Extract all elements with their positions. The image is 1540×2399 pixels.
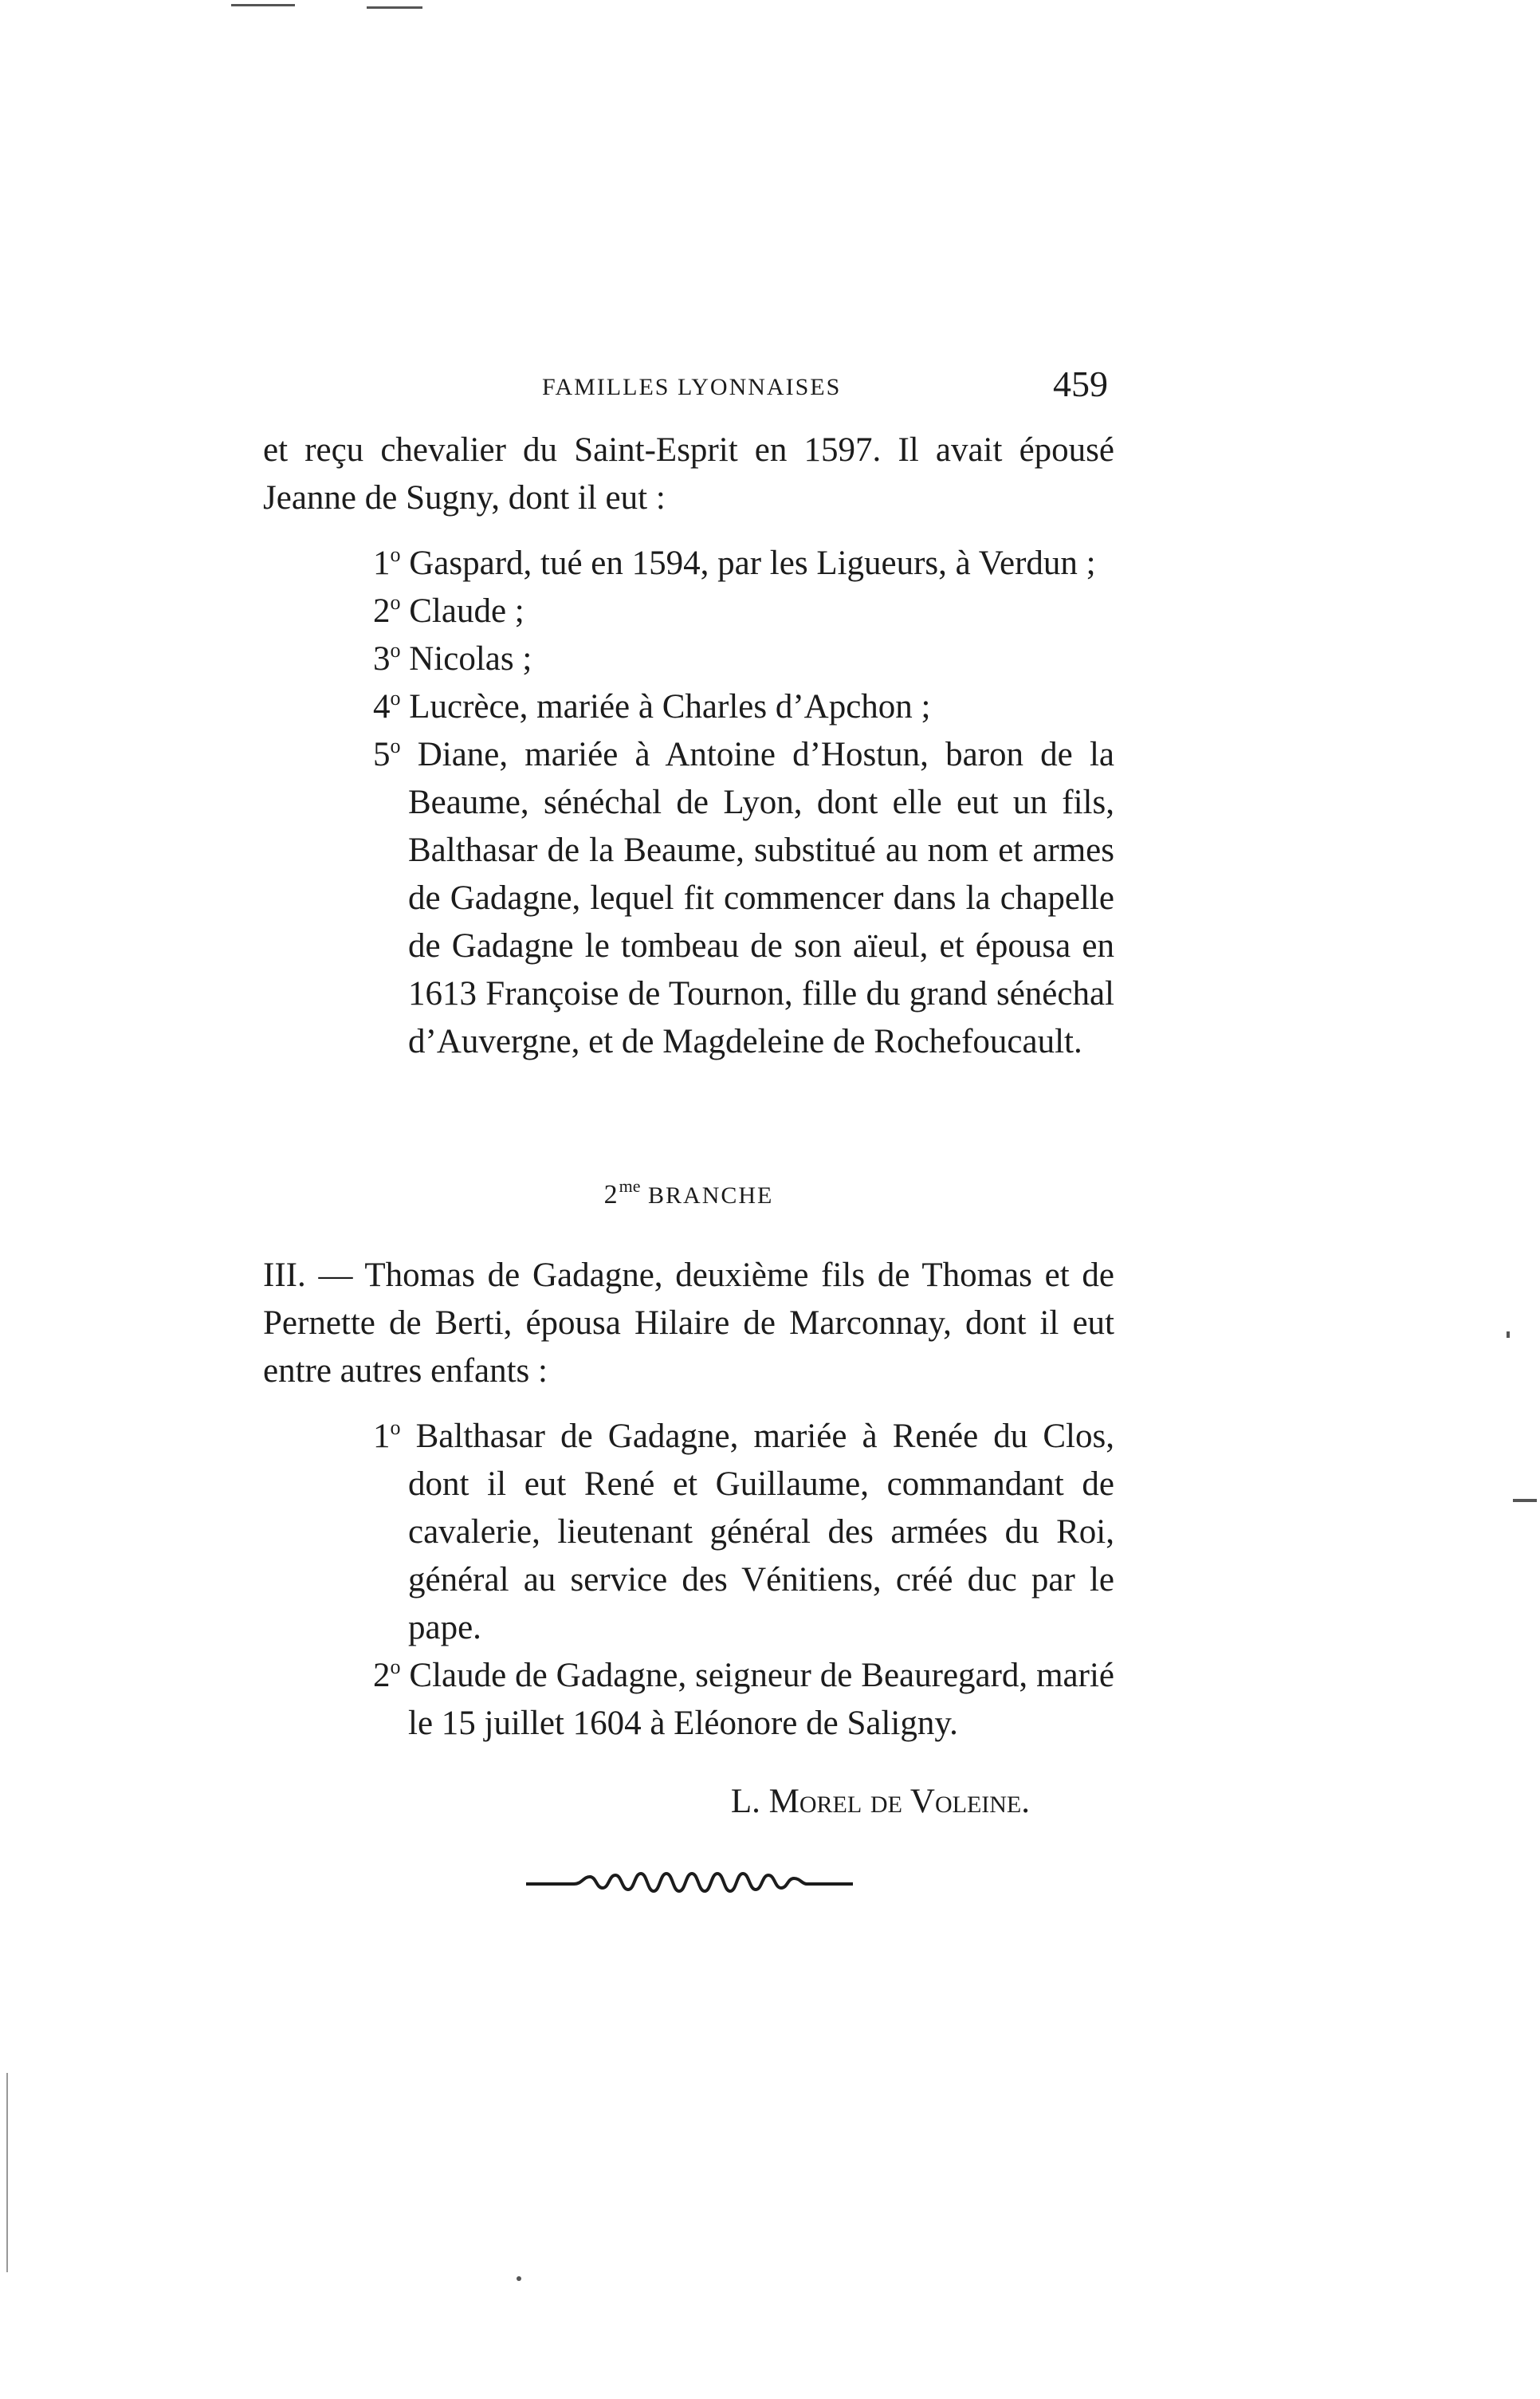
first-item <box>373 588 1114 635</box>
item-number: 3 <box>373 640 391 678</box>
scan-mark <box>367 6 422 9</box>
item-text: Balthasar de Gadagne, mariée à Renée du Clos, dont il eut René et Guillaume, commandant de cavalerie, lieutenant général des armées du Roi, général au service des Vénitiens, créé duc par le pape. <box>400 1418 1114 1646</box>
degree-mark: o <box>390 1655 401 1678</box>
page-header <box>263 363 1108 411</box>
item-number: 2 <box>373 592 391 630</box>
first-item <box>373 540 1114 588</box>
item-number: 4 <box>373 688 391 726</box>
scan-mark <box>1513 1499 1537 1502</box>
intro-paragraph: et reçu chevalier du Saint-Esprit en 1597. Il avait épousé Jeanne de Sugny, dont il eut : <box>263 431 1114 517</box>
degree-mark: o <box>390 686 401 710</box>
second-item <box>373 1413 1114 1652</box>
second-item <box>373 1652 1114 1748</box>
section-heading-label: BRANCHE <box>640 1182 774 1209</box>
scan-mark <box>231 4 295 6</box>
degree-mark: o <box>390 639 401 662</box>
item-number: 1 <box>373 545 391 582</box>
second-children-list <box>263 1413 1114 1748</box>
children-list <box>263 540 1114 1066</box>
item-number: 2 <box>373 1657 391 1694</box>
degree-mark: o <box>390 543 401 566</box>
item-text: Lucrèce, mariée à Charles d’Apchon ; <box>400 688 931 726</box>
scan-mark <box>1507 1331 1510 1338</box>
item-text: Nicolas ; <box>400 640 532 678</box>
signature-initial: L. <box>730 1783 760 1820</box>
section-heading-superscript: me <box>619 1176 641 1196</box>
scan-mark <box>6 2073 8 2272</box>
item-text: Claude ; <box>400 592 524 630</box>
item-text: Diane, mariée à Antoine d’Hostun, baron de la Beaume, sénéchal de Lyon, dont elle eut un fils, Balthasar de la Beaume, substitué au nom et armes de Gadagne, lequel fit commencer dans la chapelle de Gadagne le tombeau de son aïeul, et épousa en 1613 Françoise de Tournon, fille du grand sénéchal d’Auvergne, et de Magdeleine de Rochefoucault. <box>400 736 1114 1060</box>
degree-mark: o <box>390 1416 401 1439</box>
first-item <box>373 683 1114 731</box>
author-signature <box>263 1778 1114 1826</box>
first-item <box>373 635 1114 683</box>
degree-mark: o <box>390 591 401 614</box>
second-paragraph: III. — Thomas de Gadagne, deuxième fils de Thomas et de Pernette de Berti, épousa Hilaire de Marconnay, dont il eut entre autres enfants : <box>263 1257 1114 1390</box>
lower-text-block <box>263 1252 1114 1748</box>
first-item <box>373 731 1114 1066</box>
section-heading-number: 2 <box>603 1180 619 1209</box>
upper-text-block <box>263 427 1114 1066</box>
item-text: Gaspard, tué en 1594, par les Ligueurs, à Verdun ; <box>400 545 1096 582</box>
section-heading <box>263 1176 1114 1210</box>
item-text: Claude de Gadagne, seigneur de Beauregard, marié le 15 juillet 1604 à Eléonore de Saligny. <box>400 1657 1114 1742</box>
degree-mark: o <box>390 734 401 757</box>
signature-name: Morel de Voleine. <box>768 1783 1030 1820</box>
running-title: FAMILLES LYONNAISES <box>542 374 842 400</box>
scan-mark <box>517 2276 521 2281</box>
item-number: 5 <box>373 736 391 773</box>
ornament-rule <box>526 1870 853 1894</box>
page-number: 459 <box>1053 364 1108 404</box>
item-number: 1 <box>373 1418 391 1455</box>
